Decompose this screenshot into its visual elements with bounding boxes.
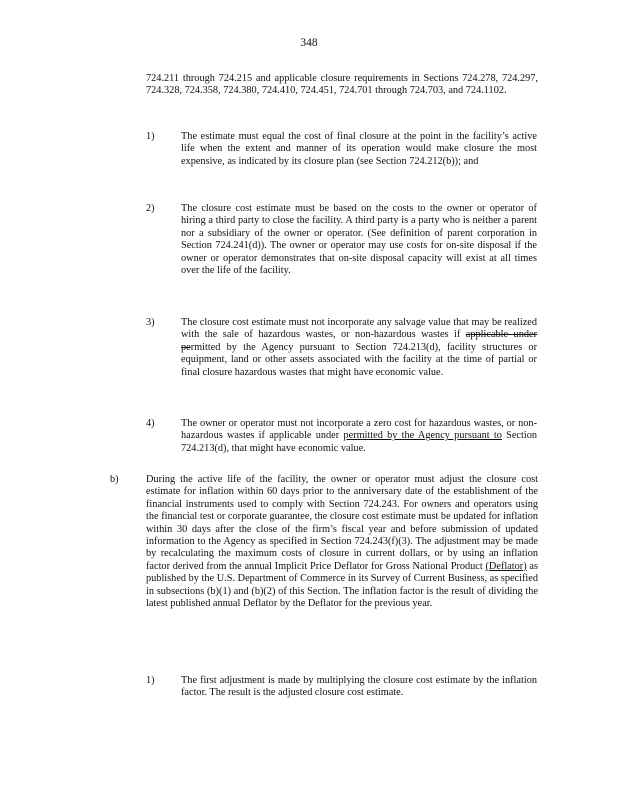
item-3-struck-text: applicable under pe (181, 329, 537, 353)
b-item-1-text: The first adjustment is made by multiplying the closure cost estimate by the inflation factor. The result is the adjusted closure cost estimate. (181, 675, 537, 699)
subsection-b-text (146, 474, 538, 610)
item-1-text: The estimate must equal the cost of final closure at the point in the facility’s active life when the extent and manner of its operation would make closure the most expensive, as indicated by its closure plan (see Section 724.212(b)); and (181, 131, 537, 167)
intro-paragraph: 724.211 through 724.215 and applicable closure requirements in Sections 724.278, 724.297, 724.328, 724.358, 724.380, 724.410, 724.451, 724.701 through 724.703, and 724.1102. (146, 73, 538, 97)
item-4-underlined-text: permitted by the Agency pursuant to (343, 430, 502, 442)
page-number: 348 (300, 37, 318, 49)
item-2-text: The closure cost estimate must be based on the costs to the owner or operator of hiring a third party to close the facility. A third party is a party who is neither a parent nor a subsidiary of the owner or operator. (See definition of parent corporation in Section 724.241(d)). The owner or operator may use costs for on-site disposal if the owner or operator demonstrates that on-site disposal capacity will exist at all times over the life of the facility. (181, 203, 537, 277)
item-4-number: 4) (146, 418, 155, 429)
subsection-b-label: b) (110, 474, 119, 485)
item-2-number: 2) (146, 203, 155, 214)
item-3-number: 3) (146, 317, 155, 328)
item-3-text-a: The closure cost estimate must not incorporate any salvage value that may be realized with the sale of hazardous wastes, or non-hazardous wastes if (181, 317, 537, 341)
subsection-b-text-b: as published by the U.S. Department of Commerce in its Survey of Current Business, as specified in subsections (b)(1) and (b)(2) of this Section. The inflation factor is the result of dividing the latest published annual Deflator by the Deflator for the previous year. (146, 560, 538, 610)
item-4-text-b: Section 724.213(d), that might have economic value. (181, 430, 537, 454)
item-3-text-b: rmitted by the Agency pursuant to Section 724.213(d), facility structures or equipment, land or other assets associated with the facility at the time of partial or final closure hazardous wastes that might have economic value. (181, 341, 537, 378)
item-3-text (181, 317, 537, 379)
item-1-number: 1) (146, 131, 155, 142)
subsection-b-text-a: During the active life of the facility, the owner or operator must adjust the closure cost estimate for inflation within 60 days prior to the anniversary date of the establishment of the financial instruments used to comply with Section 724.243. For owners and operators using the financial test or corporate guarantee, the closure cost estimate must be updated for inflation within 30 days after the close of the firm’s fiscal year and before submission of updated information to the Agency as specified in Section 724.243(f)(3). The adjustment may be made by recalculating the maximum costs of closure in current dollars, or by using an inflation factor derived from the annual Implicit Price Deflator for Gross National Product (146, 474, 538, 572)
item-4-text-a: The owner or operator must not incorporate a zero cost for hazardous wastes, or non-hazardous wastes if applicable under (181, 418, 537, 442)
subsection-b-underlined-text: (Deflator) (485, 560, 527, 572)
b-item-1-number: 1) (146, 675, 155, 686)
item-4-text (181, 418, 537, 455)
